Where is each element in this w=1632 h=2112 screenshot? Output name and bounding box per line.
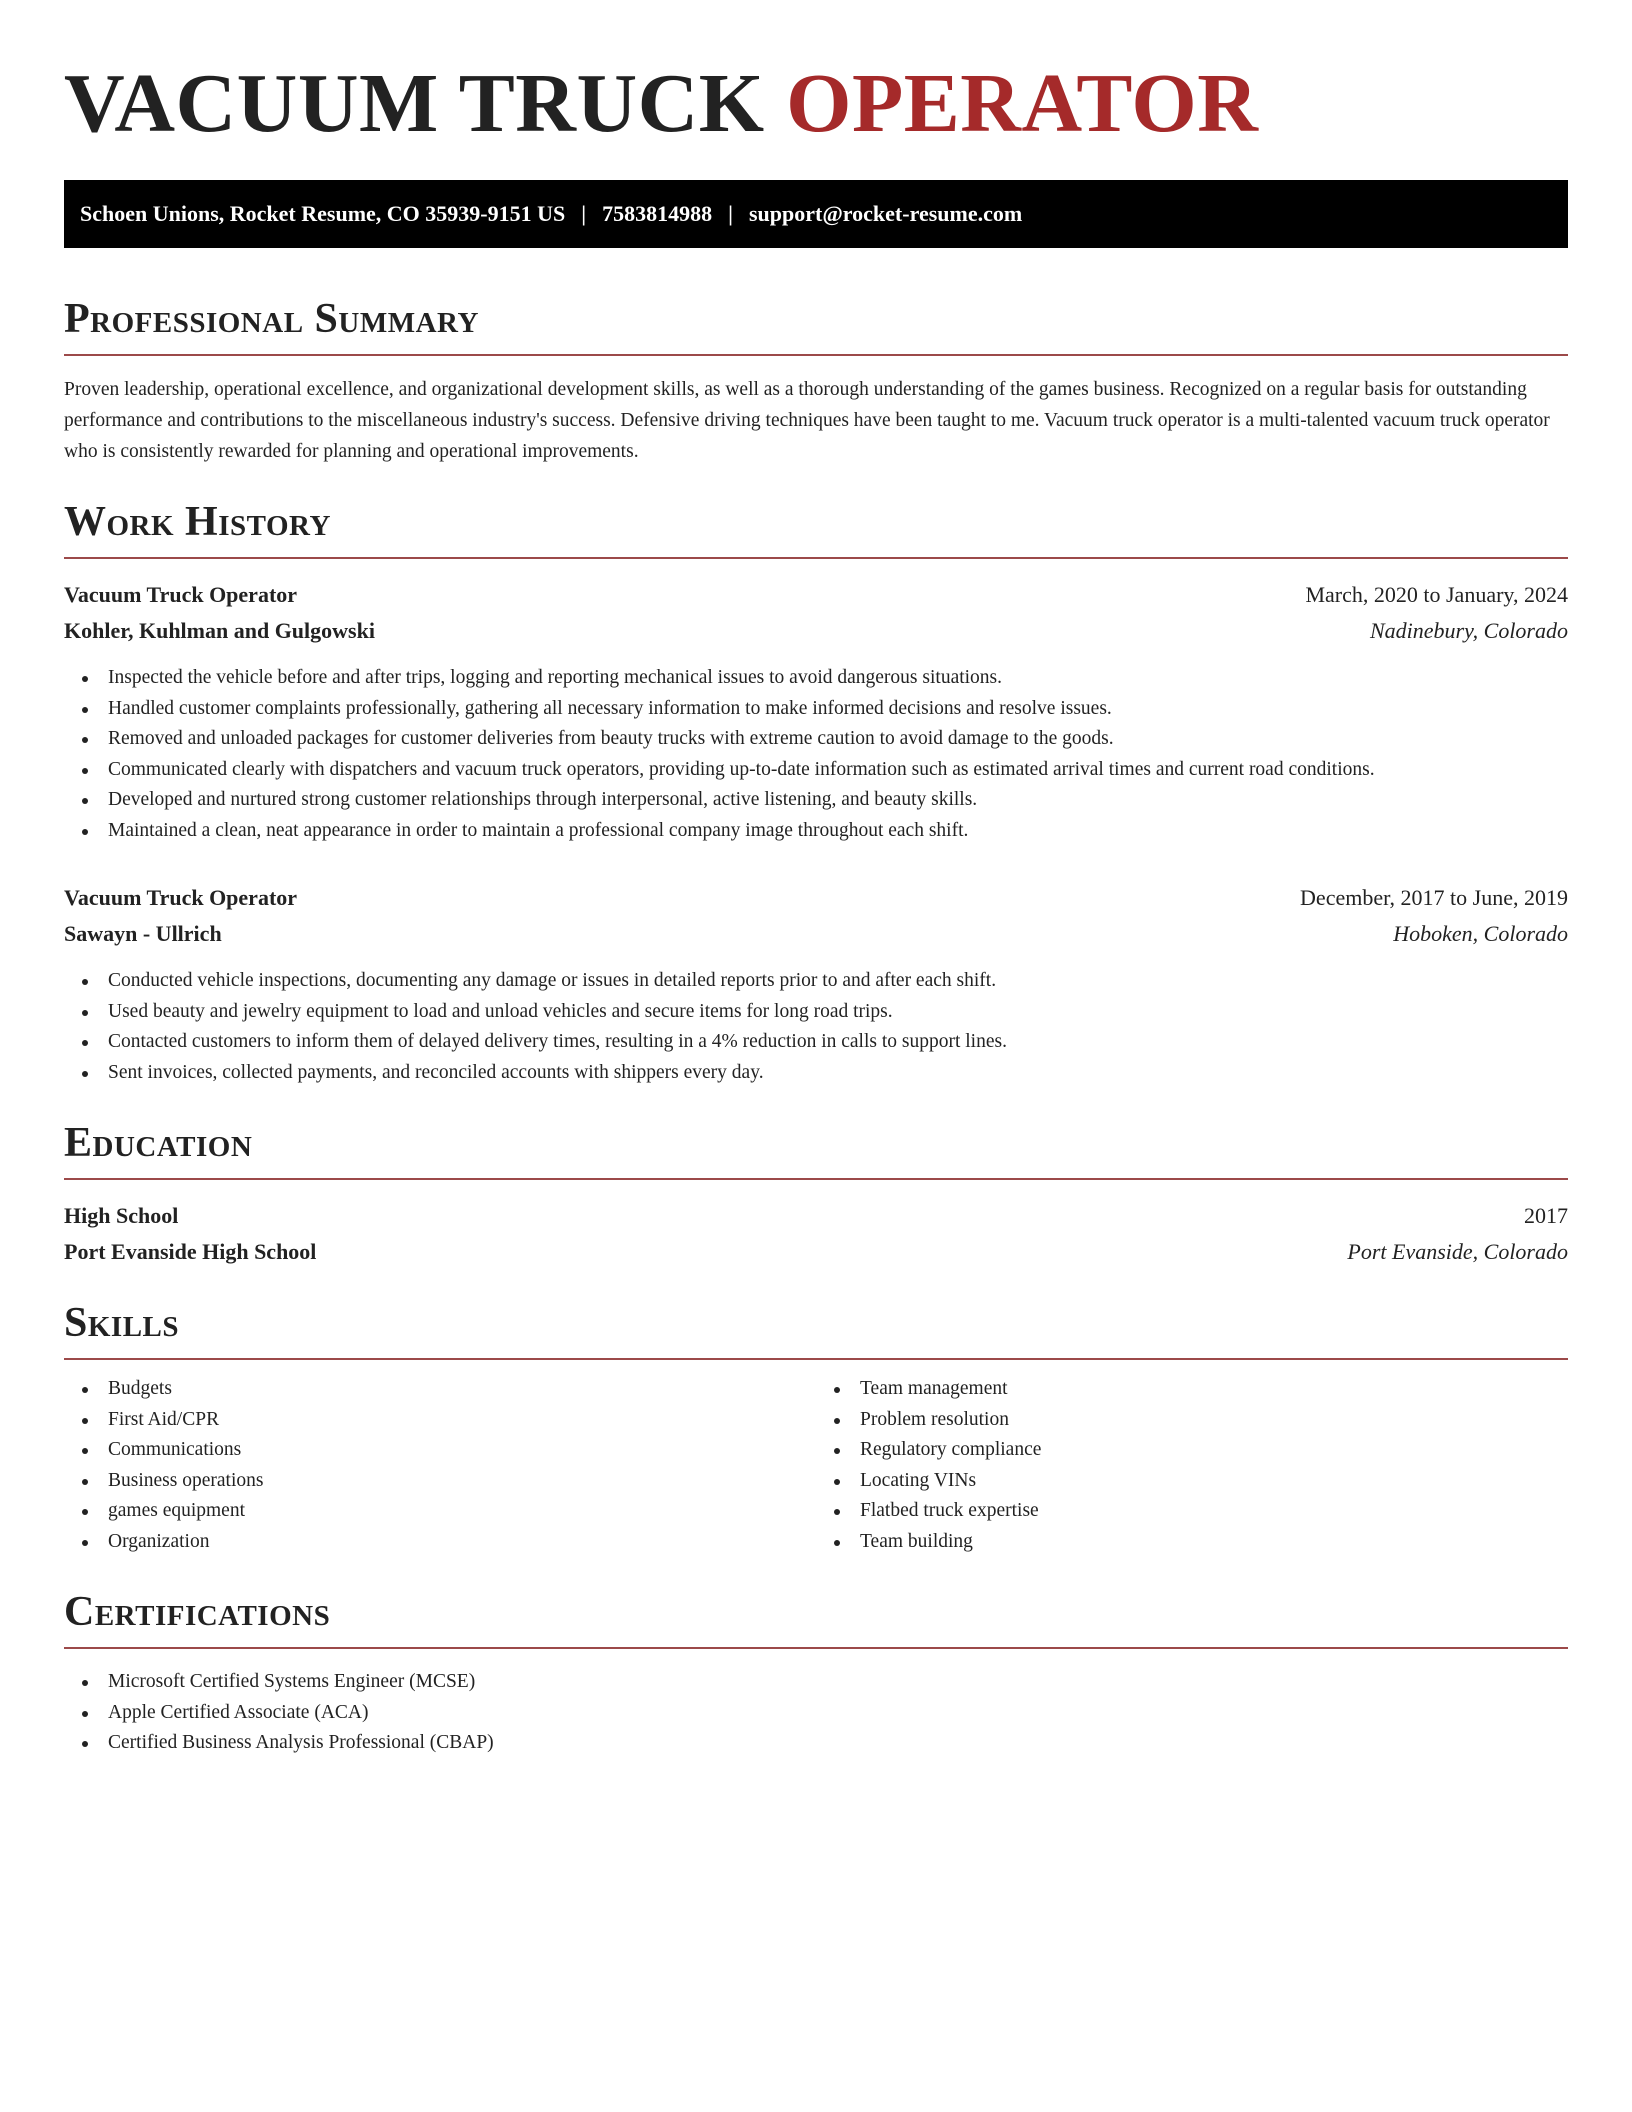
certifications-list <box>64 1667 1568 1759</box>
list-item: First Aid/CPR <box>64 1405 816 1436</box>
list-item: Removed and unloaded packages for customer deliveries from beauty trucks with extreme caution to avoid damage to the goods. <box>64 724 1568 755</box>
name-last: OPERATOR <box>786 57 1259 150</box>
contact-bar <box>64 180 1568 248</box>
education-school-row <box>64 1234 1568 1270</box>
list-item: Inspected the vehicle before and after trips, logging and reporting mechanical issues to avoid dangerous situations. <box>64 663 1568 694</box>
list-item: Communicated clearly with dispatchers and vacuum truck operators, providing up-to-date information such as estimated arrival times and current road conditions. <box>64 755 1568 786</box>
skills-section <box>64 1302 1568 1557</box>
summary-section <box>64 298 1568 467</box>
contact-separator: | <box>728 201 733 226</box>
list-item: Developed and nurtured strong customer relationships through interpersonal, active listening, and beauty skills. <box>64 785 1568 816</box>
job-company: Kohler, Kuhlman and Gulgowski <box>64 618 375 643</box>
list-item: Team building <box>816 1527 1568 1558</box>
section-divider <box>64 1647 1568 1649</box>
section-title-summary: Professional Summary <box>64 296 479 342</box>
list-item: Sent invoices, collected payments, and reconciled accounts with shippers every day. <box>64 1058 1568 1089</box>
list-item: Budgets <box>64 1374 816 1405</box>
section-divider <box>64 1178 1568 1180</box>
section-title-skills: Skills <box>64 1300 180 1346</box>
section-divider <box>64 1358 1568 1360</box>
list-item: Business operations <box>64 1466 816 1497</box>
skills-column-left <box>64 1374 816 1557</box>
job-title: Vacuum Truck Operator <box>64 582 298 607</box>
job-location: Hoboken, Colorado <box>1393 921 1568 946</box>
resume-name <box>64 52 1568 150</box>
section-divider <box>64 557 1568 559</box>
job-duties-list <box>64 966 1568 1088</box>
list-item: Communications <box>64 1435 816 1466</box>
certifications-section <box>64 1591 1568 1759</box>
list-item: Flatbed truck expertise <box>816 1496 1568 1527</box>
job-title: Vacuum Truck Operator <box>64 885 298 910</box>
job-company: Sawayn - Ullrich <box>64 921 222 946</box>
contact-phone: 7583814988 <box>602 201 713 226</box>
education-degree: High School <box>64 1203 179 1228</box>
list-item: Team management <box>816 1374 1568 1405</box>
education-year: 2017 <box>1524 1203 1568 1228</box>
list-item: Organization <box>64 1527 816 1558</box>
list-item: Apple Certified Associate (ACA) <box>64 1698 1568 1729</box>
list-item: Locating VINs <box>816 1466 1568 1497</box>
work-history-section <box>64 501 1568 1088</box>
education-section <box>64 1122 1568 1270</box>
job-dates: March, 2020 to January, 2024 <box>1305 582 1568 607</box>
list-item: Handled customer complaints professionally, gathering all necessary information to make informed decisions and resolve issues. <box>64 694 1568 725</box>
skills-list <box>64 1374 816 1557</box>
job-dates: December, 2017 to June, 2019 <box>1300 885 1568 910</box>
skills-list <box>816 1374 1568 1557</box>
list-item: Used beauty and jewelry equipment to load and unload vehicles and secure items for long road trips. <box>64 997 1568 1028</box>
education-header-row <box>64 1198 1568 1234</box>
list-item: Conducted vehicle inspections, documenting any damage or issues in detailed reports prior to and after each shift. <box>64 966 1568 997</box>
section-divider <box>64 354 1568 356</box>
skills-column-right <box>816 1374 1568 1557</box>
job-header-row <box>64 577 1568 613</box>
summary-text: Proven leadership, operational excellence, and organizational development skills, as well as a thorough understanding of the games business. Recognized on a regular basis for outstanding performance and contributions to the miscellaneous industry's success. Defensive driving techniques have been taught to me. Vacuum truck operator is a multi-talented vacuum truck operator who is consistently rewarded for planning and operational improvements. <box>64 379 1550 462</box>
job-company-row <box>64 916 1568 952</box>
name-first: VACUUM TRUCK <box>64 57 765 150</box>
section-title-certifications: Certifications <box>64 1589 331 1635</box>
list-item: games equipment <box>64 1496 816 1527</box>
job-entry <box>64 577 1568 846</box>
job-location: Nadinebury, Colorado <box>1369 618 1568 643</box>
job-header-row <box>64 880 1568 916</box>
job-company-row <box>64 613 1568 649</box>
list-item: Contacted customers to inform them of delayed delivery times, resulting in a 4% reduction in calls to support lines. <box>64 1027 1568 1058</box>
skills-grid <box>64 1374 1568 1557</box>
education-location: Port Evanside, Colorado <box>1347 1239 1568 1264</box>
contact-email: support@rocket-resume.com <box>748 201 1023 226</box>
contact-address: Schoen Unions, Rocket Resume, CO 35939-9151 US <box>80 201 566 226</box>
contact-separator: | <box>581 201 587 226</box>
education-school: Port Evanside High School <box>64 1239 317 1264</box>
list-item: Regulatory compliance <box>816 1435 1568 1466</box>
list-item: Maintained a clean, neat appearance in order to maintain a professional company image throughout each shift. <box>64 816 1568 847</box>
section-title-education: Education <box>64 1120 253 1166</box>
job-entry <box>64 880 1568 1088</box>
list-item: Certified Business Analysis Professional (CBAP) <box>64 1728 1568 1759</box>
section-title-work-history: Work History <box>64 499 331 545</box>
job-duties-list <box>64 663 1568 846</box>
list-item: Microsoft Certified Systems Engineer (MCSE) <box>64 1667 1568 1698</box>
list-item: Problem resolution <box>816 1405 1568 1436</box>
